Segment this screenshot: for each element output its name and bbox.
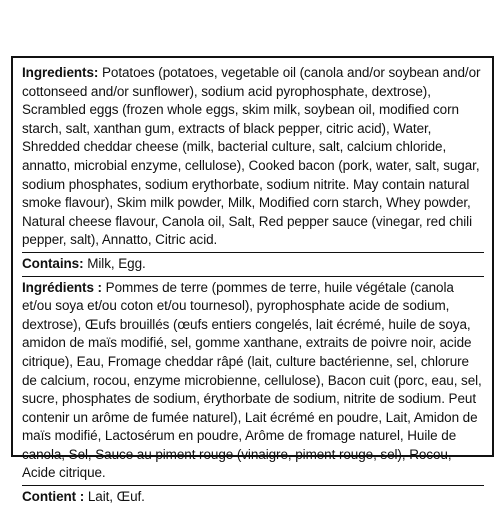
french-ingredients-paragraph [22,279,484,484]
french-ingredients-text: Pommes de terre (pommes de terre, huile végétale (canola et/ou soya et/ou coton et/ou tournesol), pyrophosphate acide de sodium, dextrose), Œufs brouillés (œufs entiers congelés, lait écrémé, huile de soya, amidon de maïs modifié, sel, gomme xanthane, extraits de poivre noir, acide citrique), Eau, Fromage cheddar râpé (lait, culture bactérienne, sel, chlorure de calcium, rocou, enzyme microbienne, cellulose), Bacon cuit (porc, eau, sel, sucre, phosphates de sodium, érythorbate de sodium, nitrite de sodium. Peut contenir un arôme de fumée naturel), Lait écrémé en poudre, Lait, Amidon de maïs modifié, Lactosérum en poudre, Arôme de fromage naturel, Huile de canola, Sel, Sauce au piment rouge (vinaigre, piment rouge, sel), Rocou, Acide citrique. [22,279,482,481]
french-ingredients-heading: Ingrédients : [22,279,102,295]
french-contains-paragraph [22,488,484,507]
french-contains-text: Lait, Œuf. [84,489,145,505]
english-contains-heading: Contains: [22,255,84,271]
ingredients-label-panel [11,56,494,505]
divider-line [22,485,484,486]
english-ingredients-paragraph [22,64,484,250]
french-contains-heading: Contient : [22,489,85,505]
english-ingredients-text: Potatoes (potatoes, vegetable oil (canola and/or soybean and/or cottonseed and/or sunflower), sodium acid pyrophosphate, dextrose), Scrambled eggs (frozen whole eggs, skim milk, soybean oil, modified corn starch, salt, xanthan gum, extracts of black pepper, citric acid), Water, Shredded cheddar cheese (milk, bacterial culture, salt, calcium chloride, annatto, microbial enzyme, cellulose), Cooked bacon (pork, water, salt, sugar, sodium phosphates, sodium erythorbate, sodium nitrite. May contain natural smoke flavour), Skim milk powder, Milk, Modified corn starch, Whey powder, Natural cheese flavour, Canola oil, Salt, Red pepper sauce (vinegar, red chili pepper, salt), Annatto, Citric acid. [22,65,481,248]
english-contains-paragraph [22,255,484,274]
english-ingredients-heading: Ingredients: [22,65,99,80]
divider-line [22,276,484,277]
divider-line [22,252,484,253]
english-contains-text: Milk, Egg. [83,255,146,271]
